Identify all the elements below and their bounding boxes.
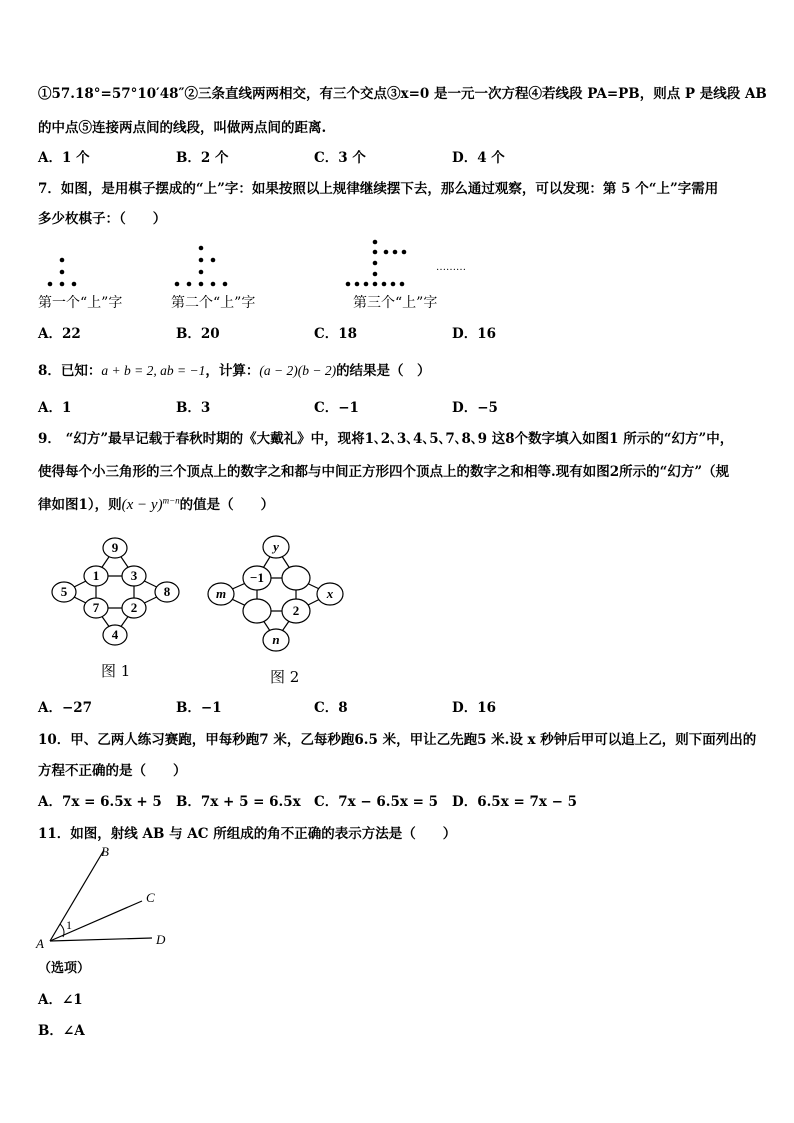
q6-option-b[interactable]: B．2 个	[176, 150, 229, 166]
q6-option-c[interactable]: C．3 个	[314, 150, 366, 166]
label-point-d: D	[156, 932, 166, 947]
q9-option-b[interactable]: B．−1	[176, 700, 222, 716]
q9-question-line2: 使得每个小三角形的三个顶点上的数字之和都与中间正方形四个顶点上的数字之和相等.现有如图2所示的“幻方”（规	[38, 464, 730, 480]
fig1-bottom-value: 4	[111, 627, 119, 642]
q10-question-line1: 10．甲、乙两人练习赛跑，甲每秒跑7 米，乙每秒跑6.5 米，甲让乙先跑5 米.设 x 秒钟后甲可以追上乙，则下面列出的	[38, 732, 757, 748]
q8-prefix: 8．已知：	[38, 363, 102, 379]
q10-option-d[interactable]: D．6.5x = 7x − 5	[452, 794, 578, 810]
q8-option-c[interactable]: C．−1	[314, 400, 359, 416]
figure-3-dots	[346, 240, 407, 287]
q6-statement-line2: 的中点⑤连接两点间的线段，叫做两点间的距离.	[38, 120, 327, 136]
q8-expression: (a − 2)(b − 2)	[259, 363, 337, 378]
q9-magic-square-figures	[0, 530, 380, 690]
q11-angle-figure	[30, 838, 190, 953]
q7-question-line1: 7．如图，是用棋子摆成的“上”字：如果按照以上规律继续摆下去，那么通过观察，可以发现：第 5 个“上”字需用	[38, 181, 719, 197]
q8-option-d[interactable]: D．−5	[452, 400, 498, 416]
q10-option-b[interactable]: B．7x + 5 = 6.5x	[176, 794, 301, 810]
q9-line3-b: 的值是（ ）	[179, 497, 275, 513]
q9-question-line1: 9． “幻方”最早记载于春秋时期的《大戴礼》中，现将1､2､3､4､5､7､8､9 这8个数字填入如图1 所示的“幻方”中，	[38, 431, 734, 447]
q7-chess-figures	[0, 232, 794, 292]
fig1-tr-value: 3	[130, 568, 138, 583]
q7-option-d[interactable]: D．16	[452, 326, 496, 342]
q9-option-d[interactable]: D．16	[452, 700, 496, 716]
q7-question-line2: 多少枚棋子：（ ）	[38, 211, 167, 227]
q11-question: 11．如图，射线 AB 与 AC 所组成的角不正确的表示方法是（ ）	[38, 826, 457, 842]
label-point-a: A	[36, 936, 44, 951]
q6-option-d[interactable]: D．4 个	[452, 150, 505, 166]
q6-option-a[interactable]: A．1 个	[38, 150, 90, 166]
q8-condition: a + b = 2, ab = −1	[101, 363, 206, 378]
fig1-right-value: 8	[163, 584, 171, 599]
q7-option-a[interactable]: A．22	[38, 326, 81, 342]
q9-line3-a: 律如图1），则	[38, 497, 122, 513]
q9-fig2-caption: 图 2	[270, 668, 300, 686]
angle-arc	[60, 924, 64, 937]
q7-option-b[interactable]: B．20	[176, 326, 220, 342]
q9-expression: (x − y)	[121, 497, 163, 513]
q8-option-a[interactable]: A．1	[38, 400, 72, 416]
q7-option-c[interactable]: C．18	[314, 326, 358, 342]
q6-statement-line1: ①57.18°=57°10′48″②三条直线两两相交，有三个交点③x=0 是一元一次方程④若线段 PA=PB，则点 P 是线段 AB	[38, 86, 767, 102]
fig1-bl-value: 7	[92, 600, 100, 615]
label-point-c: C	[146, 890, 155, 905]
q8-mid: ，计算：	[205, 363, 260, 379]
figure-1-dots	[48, 258, 77, 287]
q10-option-a[interactable]: A．7x = 6.5x + 5	[38, 794, 162, 810]
q10-option-c[interactable]: C．7x − 6.5x = 5	[314, 794, 439, 810]
fig2-right-value: x	[326, 586, 334, 601]
q8-question	[38, 359, 431, 379]
q9-exponent: m−n	[162, 495, 180, 506]
fig1-br-value: 2	[130, 600, 138, 615]
q7-caption-2: 第二个“上”字	[171, 295, 256, 311]
fig2-bottom-value: n	[272, 632, 280, 647]
fig2-left-value: m	[215, 586, 227, 601]
label-angle-1: 1	[66, 918, 72, 932]
fig2-top-value: y	[273, 539, 279, 554]
q9-option-a[interactable]: A．−27	[38, 700, 93, 716]
q9-question-line3	[38, 493, 274, 514]
q9-fig1-caption: 图 1	[101, 662, 131, 680]
fig1-tl-value: 1	[92, 568, 100, 583]
figure-ellipsis: ………	[436, 262, 466, 273]
fig1-left-value: 5	[60, 584, 68, 599]
q11-options-note: （选项）	[38, 961, 91, 976]
ray-ab	[50, 850, 104, 941]
fig1-lines	[64, 548, 167, 635]
q7-caption-1: 第一个“上”字	[38, 295, 123, 311]
q9-option-c[interactable]: C．8	[314, 700, 348, 716]
fig2-lines	[221, 547, 330, 640]
q8-option-b[interactable]: B．3	[176, 400, 211, 416]
q10-question-line2: 方程不正确的是（ ）	[38, 763, 187, 779]
label-point-b: B	[101, 844, 109, 859]
fig2-tl-value: −1	[250, 570, 264, 585]
q11-option-b[interactable]: B．∠A	[38, 1023, 85, 1039]
ray-ad	[50, 938, 152, 941]
q7-caption-3: 第三个“上”字	[353, 295, 438, 311]
fig1-top-value: 9	[111, 540, 119, 555]
figure-2-dots	[175, 246, 228, 287]
q11-option-a[interactable]: A．∠1	[38, 992, 83, 1008]
fig2-br-value: 2	[292, 603, 300, 618]
q8-suffix: 的结果是（ ）	[336, 363, 431, 379]
